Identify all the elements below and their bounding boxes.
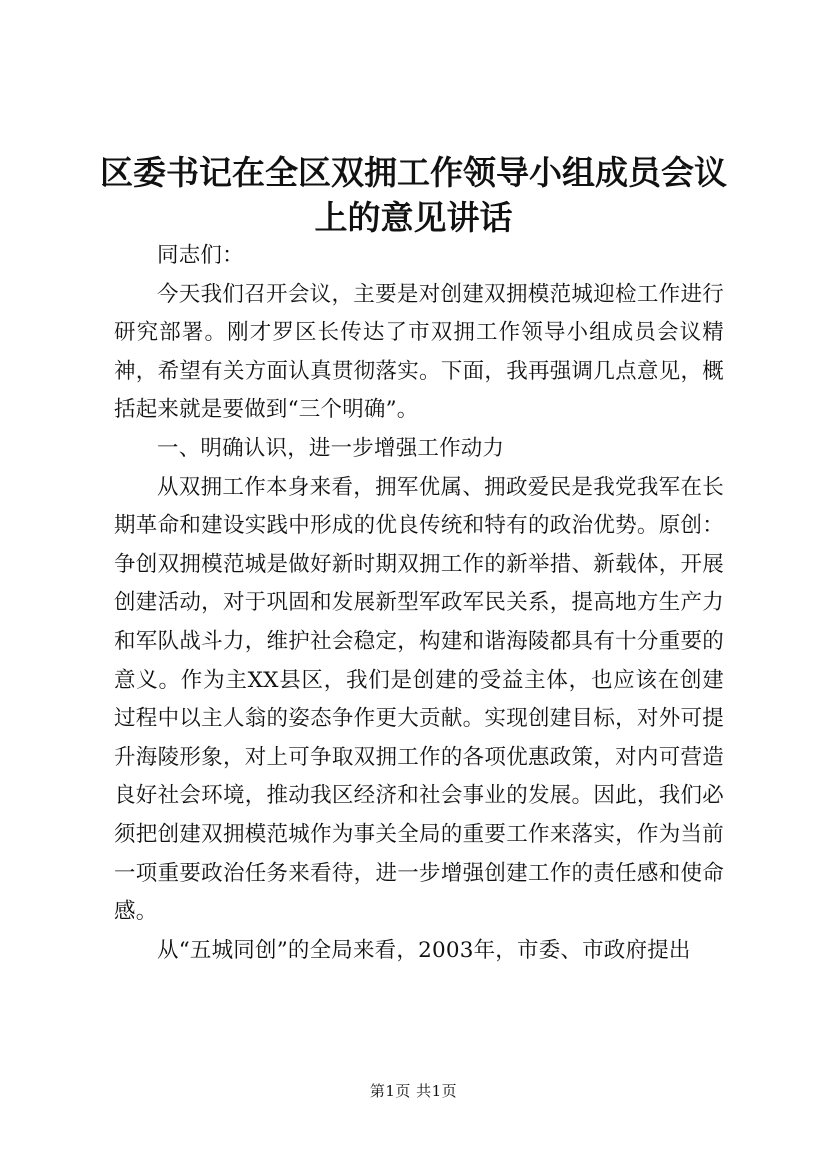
document-title: 区委书记在全区双拥工作领导小组成员会议上的意见讲话 [100, 153, 727, 237]
paragraph-salutation: 同志们： [157, 243, 244, 268]
page-footer: 第1页 共1页 [369, 1082, 458, 1100]
paragraph-section-1-continued: 从“五城同创”的全局来看，2003年，市委、市政府提出 [157, 937, 691, 963]
document-body [114, 237, 724, 970]
paragraph-section-1: 从双拥工作本身来看，拥军优属、拥政爱民是我党我军在长期革命和建设实践中形成的优良传统和特有的政治优势。原创：争创双拥模范城是做好新时期双拥工作的新举措、新载体，开展创建活动，对于巩固和发展新型军政军民关系，提高地方生产力和军队战斗力，维护社会稳定，构建和谐海陵都具有十分重要的意义。作为主XX县区，我们是创建的受益主体，也应该在创建过程中以主人翁的姿态争作更大贡献。实现创建目标，对外可提升海陵形象，对上可争取双拥工作的各项优惠政策，对内可营造良好社会环境，推动我区经济和社会事业的发展。因此，我们必须把创建双拥模范城作为事关全局的重要工作来落实，作为当前一项重要政治任务来看待，进一步增强创建工作的责任感和使命感。 [114, 474, 724, 925]
paragraph-intro: 今天我们召开会议，主要是对创建双拥模范城迎检工作进行研究部署。刚才罗区长传达了市双拥工作领导小组成员会议精神，希望有关方面认真贯彻落实。下面，我再强调几点意见，概括起来就是要做到“三个明确”。 [114, 281, 724, 423]
section-heading-1: 一、明确认识，进一步增强工作动力 [157, 435, 505, 461]
